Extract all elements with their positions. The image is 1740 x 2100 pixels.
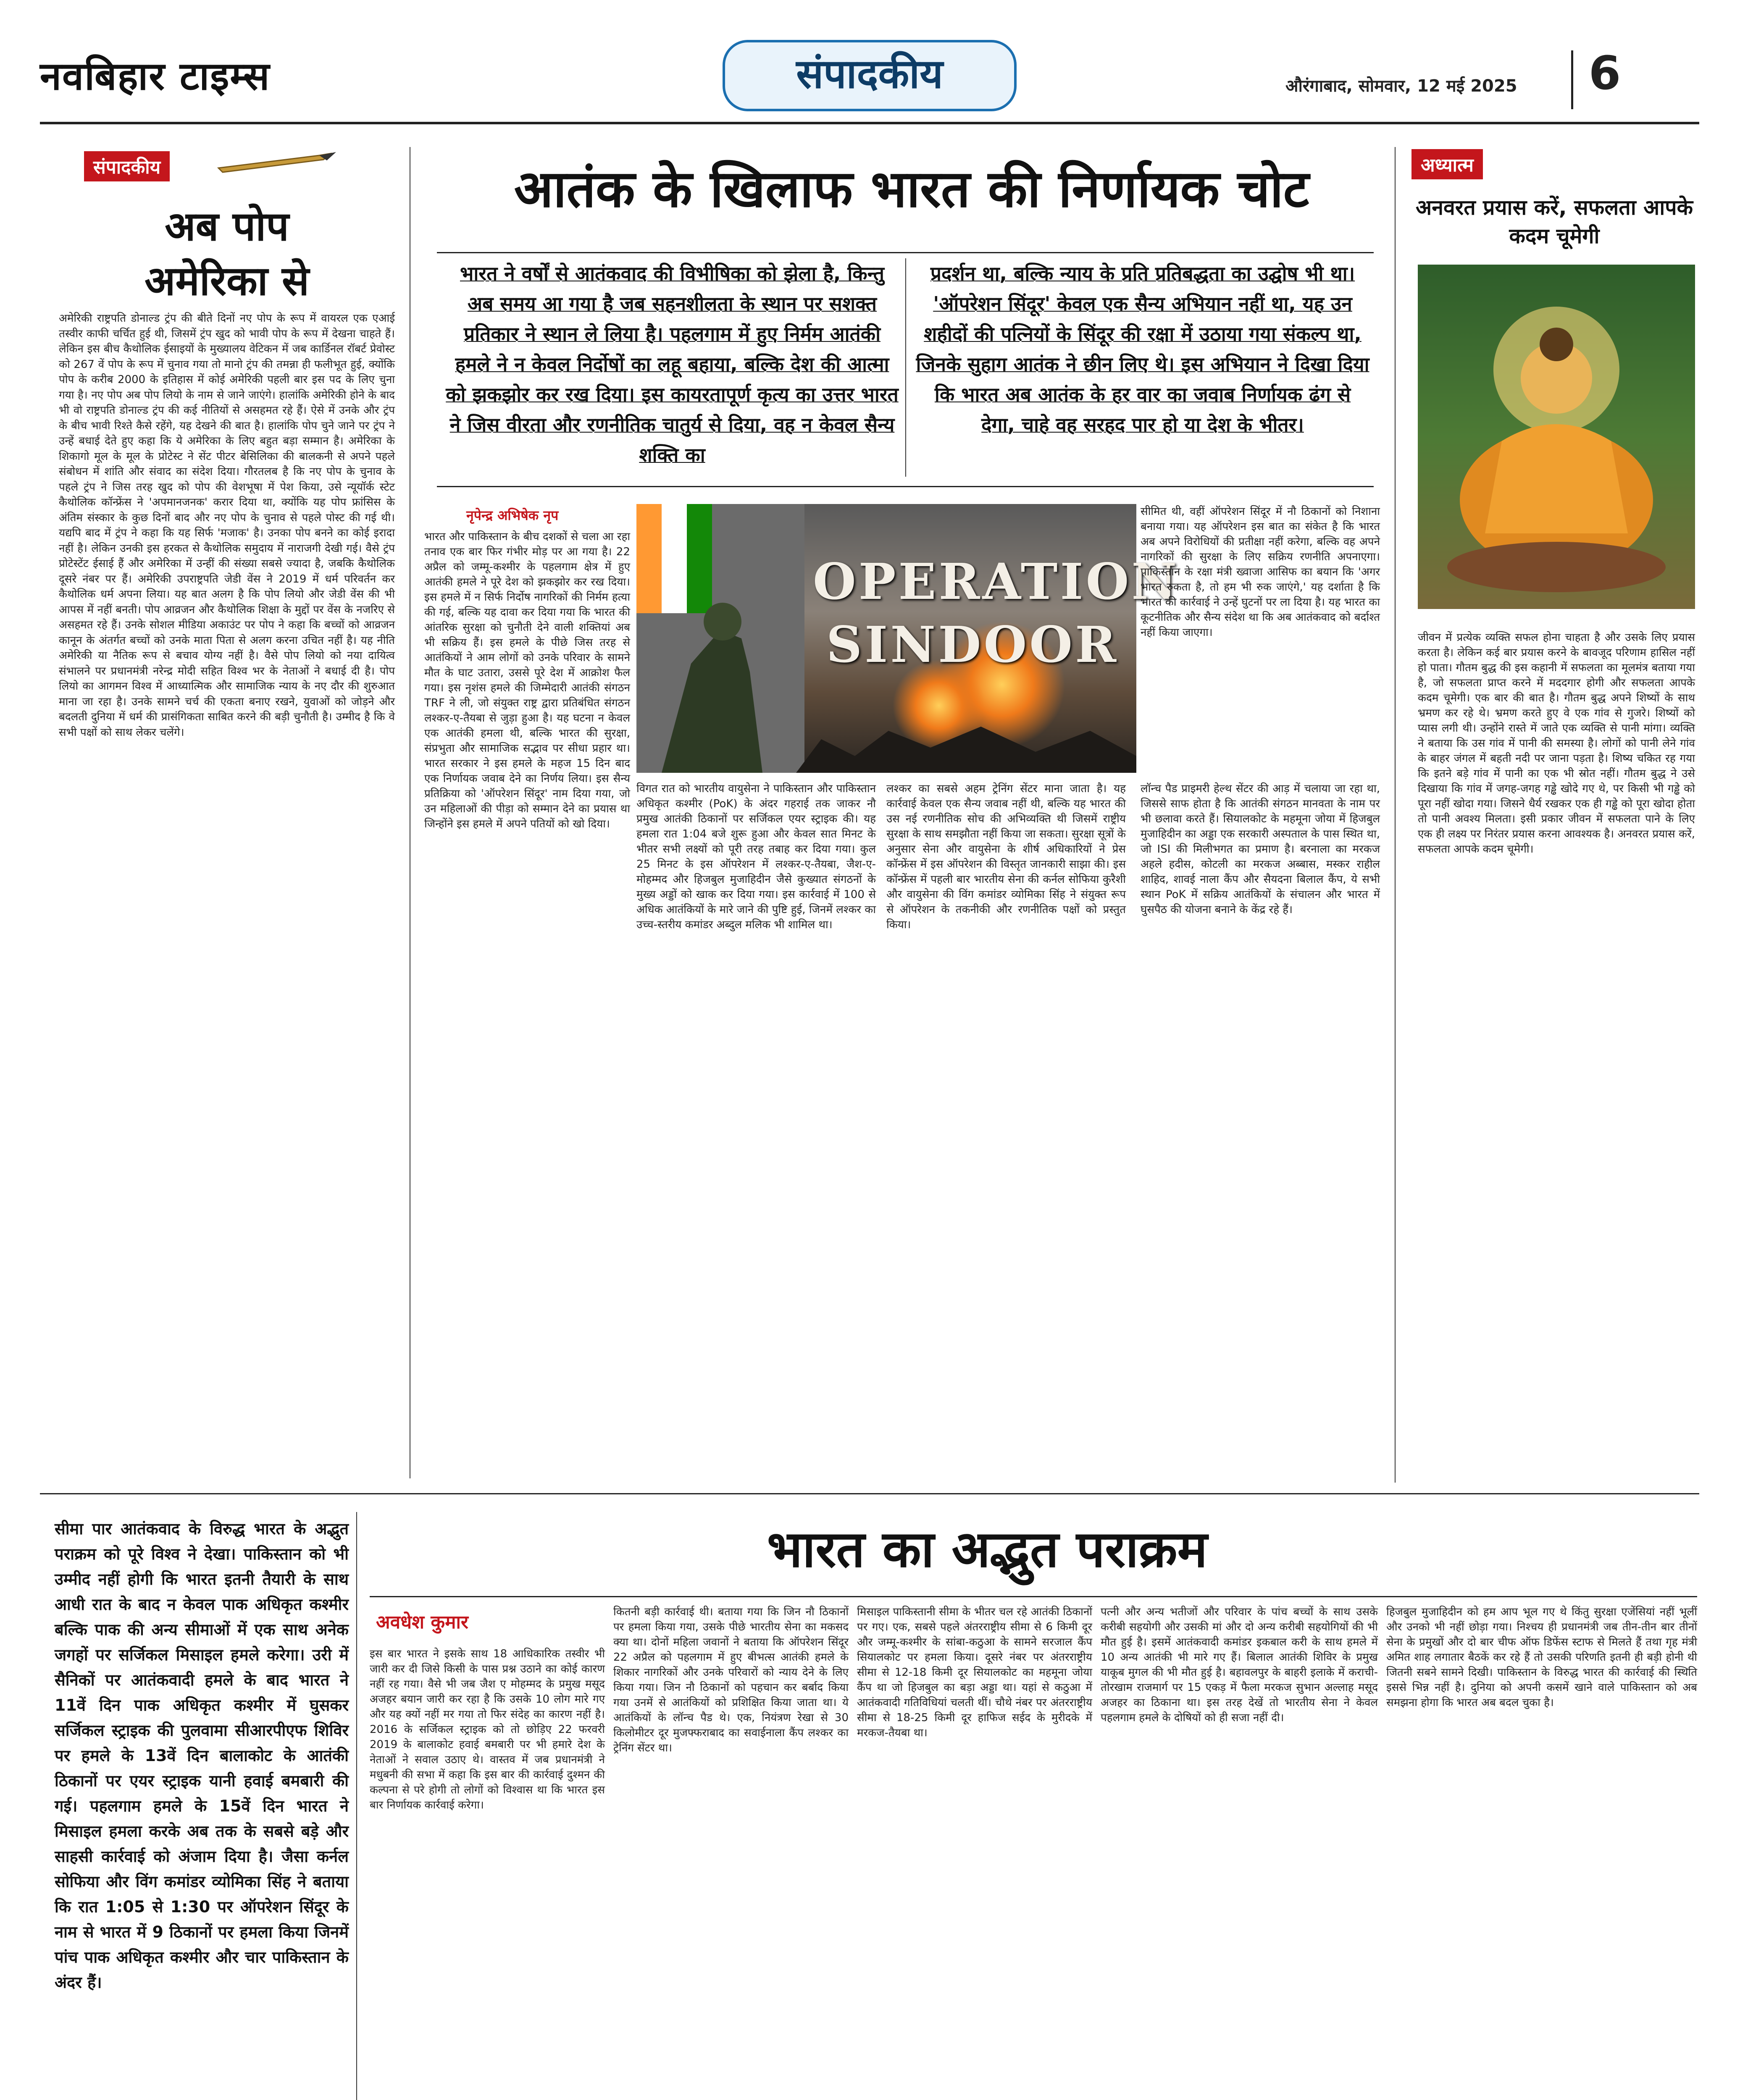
lead-headline: आतंक के खिलाफ भारत की निर्णायक चोट: [514, 159, 1309, 219]
second-col5: हिजबुल मुजाहिदीन को हम आप भूल गए थे किंतु सुरक्षा एजेंसियां नहीं भूलीं और उनको भी नहीं छोड़ा गया। निश्चय ही प्रधानमंत्री जब तीन-तीन बार तीनों सेना के प्रमुखों और दो बार चीफ ऑफ डिफेंस स्टाफ से मिलते हैं तथा गृह मंत्री अमित शाह लगातार बैठकें कर रहे हैं तो उसकी परिणति इतनी ही बड़ी होनी थी जितनी सबने सामने दिखी। पाकिस्तान के विरुद्ध भारत की कार्रवाई की स्थिति इससे भिन्न नहीं है। दुनिया को अपनी कसमें खाने वाले पाकिस्तान को अब समझना होगा कि भारत अब बदल चुका है।: [1386, 1606, 1697, 1709]
column-rule: [1395, 147, 1396, 1483]
operation-sindoor-photo: [636, 504, 1180, 773]
photo-caption: OPERATION SINDOOR: [813, 552, 1180, 674]
lead-col2: विगत रात को भारतीय वायुसेना ने पाकिस्तान और पाकिस्तान अधिकृत कश्मीर (PoK) के अंदर गहराई तक जाकर नौ प्रमुख आतंकी ठिकानों पर सर्जिकल एयर स्ट्राइक की। यह हमला रात 1:04 बजे शुरू हुआ और केवल सात मिनट के भीतर सभी लक्ष्यों को पूरी तरह तबाह कर दिया गया। कुल 25 मिनट के इस ऑपरेशन में लश्कर-ए-तैयबा, जैश-ए-मोहम्मद और हिजबुल मुजाहिदीन जैसे कुख्यात संगठनों के मुख्य अड्डों को खाक कर दिया गया। इस कार्रवाई में 100 से अधिक आतंकियों के मारे जाने की पुष्टि हुई, जिनमें लश्कर का उच्च-स्तरीय कमांडर अब्दुल मलिक भी शामिल था।: [636, 782, 876, 931]
second-col3: मिसाइल पाकिस्तानी सीमा के भीतर चल रहे आतंकी ठिकानों पर गए। एक, सबसे पहले अंतरराष्ट्रीय सीमा से 6 किमी दूर और जम्मू-कश्मीर के सांबा-कठुआ के सामने सरजाल कैंप सियालकोट पर हमला किया। दूसरे नंबर पर अंतरराष्ट्रीय सीमा से 12-18 किमी दूर सियालकोट का महमूना जोया कैंप था जो हिजबुल का बड़ा अड्डा था। यहां से कठुआ में आतंकवादी गतिविधियां चलती थीं। चौथे नंबर पर अंतरराष्ट्रीय सीमा से 18-25 किमी दूर हाफिज सईद के मुरीदके में मरकज-तैयबा था।: [857, 1606, 1092, 1739]
deck-rule: [905, 258, 906, 477]
dateline: औरंगाबाद, सोमवार, 12 मई 2025: [1285, 76, 1517, 96]
editorial-title-line2: अमेरिका से: [145, 257, 309, 304]
second-headline: भारत का अद्भुत पराक्रम: [767, 1520, 1208, 1579]
editorial-label: संपादकीय: [84, 151, 170, 181]
lead-col1: भारत और पाकिस्तान के बीच दशकों से चला आ रहा तनाव एक बार फिर गंभीर मोड़ पर आ गया है। 22 अप्रैल को जम्मू-कश्मीर के पहलगाम क्षेत्र में हुए आतंकी हमले ने पूरे देश को झकझोर कर रख दिया। इस हमले में न सिर्फ निर्दोष नागरिकों की निर्मम हत्या की गई, बल्कि यह दावा कर दिया गया कि भारत की आंतरिक सुरक्षा को चुनौती देने वाली शक्तियां अब भी सक्रिय हैं। इस हमले के पीछे जिस तरह से आतंकियों ने आम लोगों को उनके परिवार के सामने मौत के घाट उतारा, उससे पूरे देश में आक्रोश फैल गया। इस नृशंस हमले की जिम्मेदारी आतंकी संगठन TRF ने ली, जो संयुक्त राष्ट्र द्वारा प्रतिबंधित संगठन लश्कर-ए-तैयबा से जुड़ा हुआ है। यह घटना न केवल एक आतंकी हमला थी, बल्कि भारत की सुरक्षा, संप्रभुता और सामाजिक सद्भाव पर सीधा प्रहार था। भारत सरकार ने इस हमले के महज 15 दिन बाद एक निर्णायक जवाब देने का निर्णय लिया। इस सैन्य प्रतिक्रिया को 'ऑपरेशन सिंदूर' नाम दिया गया, जो उन महिलाओं की पीड़ा को सम्मान देने का प्रयास था जिन्होंने इस हमले में अपने पतियों को खो दिया।: [424, 530, 630, 830]
lead-col4: लॉन्च पैड प्राइमरी हेल्थ सेंटर की आड़ में चलाया जा रहा था, जिससे साफ होता है कि आतंकी संगठन मानवता के नाम पर भी छलावा करते हैं। सियालकोट के महमूना जोया में हिजबुल मुजाहिदीन का अड्डा एक सरकारी अस्पताल के पास स्थित था, जो ISI की मिलीभगत का प्रमाण है। बरनाला का मरकज अहले हदीस, कोटली का मरकज अब्बास, मस्कर राहील शाहिद, शावई नाला कैंप और सैयदना बिलाल कैंप, ये सभी स्थान PoK में सक्रिय आतंकियों के संचालन और भारत में घुसपैठ की योजना बनाने के केंद्र रहे हैं।: [1141, 782, 1380, 916]
second-headline-rule: [370, 1596, 1697, 1597]
adhyatm-body: जीवन में प्रत्येक व्यक्ति सफल होना चाहता है और उसके लिए प्रयास करता है। लेकिन कई बार प्रयास करने के बावजूद परिणाम हासिल नहीं हो पाता। गौतम बुद्ध की इस कहानी में सफलता का मूलमंत्र बताया गया है, जो सफलता प्राप्त करने में मददगार होगी और सफलता आपके कदम चूमेगी। एक बार की बात है। गौतम बुद्ध अपने शिष्यों के साथ भ्रमण कर रहे थे। भ्रमण करते हुए वे एक गांव से गुजरे। शिष्यों को प्यास लगी थी। उन्होंने रास्ते में जाते एक व्यक्ति से पानी मांगा। व्यक्ति ने बताया कि उस गांव में पानी की समस्या है। लोगों को पानी लेने गांव के बाहर जंगल में बहती नदी पर जाना पड़ता है। शिष्य चकित रह गया कि इतने बड़े गांव में पानी का एक भी स्रोत नहीं। गौतम बुद्ध ने उसे दिखाया कि गांव में जगह-जगह गड्ढे खोदे गए थे, पर किसी भी गड्ढे को पूरा नहीं खोदा गया। जिसने धैर्य रखकर एक ही गड्ढे को पूरा खोदा होता तो पानी अवश्य मिलता। इसी प्रकार जीवन में सफलता पाने के लिए एक ही लक्ष्य पर निरंतर प्रयास करना आवश्यक है। अनवरत प्रयास करें, सफलता आपके कदम चूमेगी।: [1418, 631, 1695, 856]
masthead-rule: [40, 122, 1699, 124]
section-rule: [40, 1493, 1699, 1494]
section-badge: संपादकीय: [723, 40, 1017, 111]
lead-col5-side: सीमित थी, वहीं ऑपरेशन सिंदूर में नौ ठिकानों को निशाना बनाया गया। यह ऑपरेशन इस बात का संकेत है कि भारत अब अपने विरोधियों की प्रतीक्षा नहीं करेगा, बल्कि वह अपने नागरिकों की सुरक्षा के लिए सक्रिय रणनीति अपनाएगा। पाकिस्तान के रक्षा मंत्री ख्वाजा आसिफ का बयान कि 'अगर भारत रुकता है, तो हम भी रुक जाएंगे,' यह दर्शाता है कि भारत की कार्रवाई ने उन्हें घुटनों पर ला दिया है। यह भारत का कूटनीतिक और सैन्य संदेश था कि अब आतंकवाद को बर्दाश्त नहीं किया जाएगा।: [1141, 505, 1380, 639]
adhyatm-title: अनवरत प्रयास करें, सफलता आपके कदम चूमेगी: [1416, 195, 1693, 248]
lead-col3: लश्कर का सबसे अहम ट्रेनिंग सेंटर माना जाता है। यह कार्रवाई केवल एक सैन्य जवाब नहीं थी, बल्कि यह भारत की उस नई रणनीतिक सोच की अभिव्यक्ति थी जिसमें राष्ट्रीय सुरक्षा के साथ समझौता नहीं किया जा सकता। सुरक्षा सूत्रों के अनुसार सेना और वायुसेना के शीर्ष अधिकारियों ने प्रेस कॉन्फ्रेंस में इस ऑपरेशन की विस्तृत जानकारी साझा की। इस कॉन्फ्रेंस में पहली बार भारतीय सेना की कर्नल सोफिया कुरैशी और वायुसेना की विंग कमांडर व्योमिका सिंह ने संयुक्त रूप से ऑपरेशन के तकनीकी और रणनीतिक पक्षों को प्रस्तुत किया।: [886, 782, 1126, 931]
lead-deck-right: प्रदर्शन था, बल्कि न्याय के प्रति प्रतिबद्धता का उद्घोष भी था। 'ऑपरेशन सिंदूर' केवल एक सैन्य अभियान नहीं था, यह उन शहीदों की पत्नियों के सिंदूर की रक्षा में उठाया गया संकल्प था, जिनके सुहाग आतंक ने छीन लिए थे। इस अभियान ने दिखा दिया कि भारत अब आतंक के हर वार का जवाब निर्णायक ढंग से देगा, चाहे वह सरहद पार हो या देश के भीतर।: [916, 262, 1369, 436]
paper-name: नवबिहार टाइम्स: [40, 54, 271, 99]
editorial-body: अमेरिकी राष्ट्रपति डोनाल्ड ट्रंप की बीते दिनों नए पोप के रूप में वायरल एक एआई तस्वीर काफी चर्चित हुई थी, जिसमें ट्रंप खुद को भावी पोप के रूप में देखना चाहते हैं। लेकिन इस बीच कैथोलिक ईसाइयों के मुख्यालय वेटिकन में जब कार्डिनल रॉबर्ट प्रेवोस्ट को 267 वें पोप के रूप में चुनाव गया तो मानो ट्रंप की तमन्ना ही फलीभूत हुई, क्योंकि पोप के करीब 2000 के इतिहास में कोई अमेरिकी पहली बार इस पद के लिए चुना गया है। नए पोप अब पोप लियो के नाम से जाने जाएंगे। हालांकि अमेरिकी होने के बाद भी वो राष्ट्रपति डोनाल्ड ट्रंप की कई नीतियों से असहमत रहे हैं। ऐसे में उनके और ट्रंप के बीच भावी रिश्ते कैसे रहेंगे, यह देखने की बात है। हालांकि पोप चुने जाने पर ट्रंप ने उन्हें बधाई देते हुए कहा कि ये अमेरिका के लिए बहुत बड़ा सम्मान है। अमेरिका के शिकागो मूल के मूल के प्रोटेस्ट ने सेंट पीटर बेसिलिका की बालकनी से अपने पहले संबोधन में शांति और संवाद का संदेश दिया। गौरतलब है कि नए पोप के चुनाव के पहले ट्रंप ने जिस तरह खुद को पोप की वेशभूषा में पेश किया, उसे न्यूयॉर्क स्टेट कैथोलिक कॉन्फ्रेंस ने 'अपमानजनक' करार दिया था, क्योंकि यह पोप फ्रांसिस के अंतिम संस्कार के कुछ दिनों बाद और नए पोप के चुनाव से पहले पोस्ट की गई थी। यद्यपि बाद में ट्रंप ने कहा कि यह सिर्फ 'मजाक' है। उनका पोप बनने का कोई इरादा नहीं है। लेकिन उनकी इस हरकत से कैथोलिक समुदाय में नाराजगी देखी गई। वैसे ट्रंप प्रोटेस्टेंट ईसाई हैं और अमेरिका में उन्हीं की संख्या सबसे ज्यादा है, जबकि कैथोलिक दूसरे नंबर पर हैं। अमेरिकी उपराष्ट्रपति जेडी वेंस ने 2019 में धर्म परिवर्तन कर कैथोलिक धर्म अपना लिया। यह बात अलग है कि पोप लियो और जेडी वेंस की भी आपस में नहीं बनती। पोप आव्रजन और कैथोलिक शिक्षा के मुद्दों पर वेंस के नजरिए से असहमत रहे हैं। उनके सोशल मीडिया अकाउंट पर पोप ने कहा कि बच्चों को आव्रजन कानून के अंतर्गत बच्चों को उनके माता पिता से अलग करना उचित नहीं है। यह नीति अमेरिकी या नैतिक रूप से बचाव योग्य नहीं है। वैसे पोप लियो को नया दायित्व संभालने पर प्रधानमंत्री नरेन्द्र मोदी सहित विश्व भर के नेताओं ने बधाई दी है। पोप लियो का आगमन विश्व में आध्यात्मिक और सामाजिक न्याय के नए दौर की शुरुआत माना जा रहा है। उनके सामने चर्च की एकता बनाए रखने, युवाओं को जोड़ने और बदलती दुनिया में धर्म की प्रासंगिकता साबित करने की बड़ी चुनौती है। उम्मीद है कि वे सभी पक्षों को साथ लेकर चलेंगे।: [59, 312, 395, 739]
page-number-divider: [1571, 50, 1573, 109]
lead-byline: नृपेन्द्र अभिषेक नृप: [466, 507, 559, 523]
second-byline: अवधेश कुमार: [376, 1612, 468, 1633]
page-number: 6: [1588, 46, 1621, 100]
second-col2: कितनी बड़ी कार्रवाई थी। बताया गया कि जिन नौ ठिकानों पर हमला किया गया, उसके पीछे भारतीय सेना का मकसद क्या था। दोनों महिला जवानों ने बताया कि ऑपरेशन सिंदूर 22 अप्रैल को पहलगाम में हुए बीभत्स आतंकी हमले के शिकार नागरिकों और उनके परिवारों को न्याय देने के लिए किया गया। जिन नौ ठिकानों को पहचान कर बर्बाद किया गया उनमें से आतंकियों को प्रशिक्षित किया जाता था। ये आतंकियों के लॉन्च पैड थे। एक, नियंत्रण रेखा से 30 किलोमीटर दूर मुजफ्फराबाद का सवाईनाला कैंप लश्कर का ट्रेनिंग सेंटर था।: [613, 1606, 849, 1754]
buddha-image: [1418, 265, 1695, 609]
pen-icon: [214, 147, 340, 176]
editorial-title-line1: अब पोप: [165, 203, 289, 250]
second-col1: इस बार भारत ने इसके साथ 18 आधिकारिक तस्वीर भी जारी कर दी जिसे किसी के पास प्रश्न उठाने का कोई कारण नहीं रह गया। वैसे भी जब जैश ए मोहम्मद के प्रमुख मसूद अजहर बयान जारी कर रहा है कि उसके 10 लोग मारे गए और यह क्यों नहीं मर गया तो फिर संदेह का कारण नहीं है। 2016 के सर्जिकल स्ट्राइक को तो छोड़िए 22 फरवरी 2019 के बालाकोट हवाई बमबारी पर भी हमारे देश के नेताओं ने सवाल उठाए थे। वास्तव में जब प्रधानमंत्री ने मधुबनी की सभा में कहा कि इस बार की कार्रवाई दुश्मन की कल्पना से परे होगी तो लोगों को विश्वास था कि भारत इस बार निर्णायक कार्रवाई करेगा।: [370, 1648, 605, 1811]
lead-deck-left: भारत ने वर्षों से आतंकवाद की विभीषिका को झेला है, किन्तु अब समय आ गया है जब सहनशीलता के स्थान पर सशक्त प्रतिकार ने स्थान ले लिया है। पहलगाम में हुए निर्मम आतंकी हमले ने न केवल निर्दोषों का लहू बहाया, बल्कि देश की आत्मा को झकझोर कर रख दिया। इस कायरतापूर्ण कृत्य का उत्तर भारत ने जिस वीरता और रणनीतिक चातुर्य से दिया, वह न केवल सैन्य शक्ति का: [446, 262, 899, 466]
adhyatm-label: अध्यात्म: [1411, 149, 1483, 179]
sidebox-text: सीमा पार आतंकवाद के विरुद्ध भारत के अद्भुत पराक्रम को पूरे विश्व ने देखा। पाकिस्तान को भी उम्मीद नहीं होगी कि भारत इतनी तैयारी के साथ आधी रात के बाद न केवल पाक अधिकृत कश्मीर बल्कि पाक की अन्य सीमाओं में एक साथ अनेक जगहों पर सर्जिकल मिसाइल हमले करेगा। उरी में सैनिकों पर आतंकवादी हमले के बाद भारत ने 11वें दिन पाक अधिकृत कश्मीर में घुसकर सर्जिकल स्ट्राइक की पुलवामा सीआरपीएफ शिविर पर हमले के 13वें दिन बालाकोट के आतंकी ठिकानों पर एयर स्ट्राइक यानी हवाई बमबारी की गई। पहलगाम हमले के 15वें दिन भारत ने मिसाइल हमला करके अब तक के सबसे बड़े और साहसी कार्रवाई को अंजाम दिया है। जैसा कर्नल सोफिया और विंग कमांडर व्योमिका सिंह ने बताया कि रात 1:05 से 1:30 पर ऑपरेशन सिंदूर के नाम से भारत में 9 ठिकानों पर हमला किया जिनमें पांच पाक अधिकृत कश्मीर और चार पाकिस्तान के अंदर हैं।: [55, 1520, 349, 1992]
second-col4: पत्नी और अन्य भतीजों और परिवार के पांच बच्चों के साथ उसके करीबी सहयोगी और उसकी मां और दो अन्य करीबी सहयोगियों की भी मौत हुई है। इसमें आतंकवादी कमांडर इकबाल करी के साथ हमले में 10 अन्य आतंकी भी मारे गए हैं। बिलाल आतंकी शिविर के प्रमुख याकूब मुगल की भी मौत हुई है। बहावलपुर के बाहरी इलाके में कराची-तोरखाम राजमार्ग पर 15 एकड़ में फैला मरकज सुभान अल्लाह मसूद अजहर का ठिकाना था। इस तरह देखें तो भारतीय सेना ने केवल पहलगाम हमले के दोषियों को ही सजा नहीं दी।: [1101, 1606, 1378, 1724]
